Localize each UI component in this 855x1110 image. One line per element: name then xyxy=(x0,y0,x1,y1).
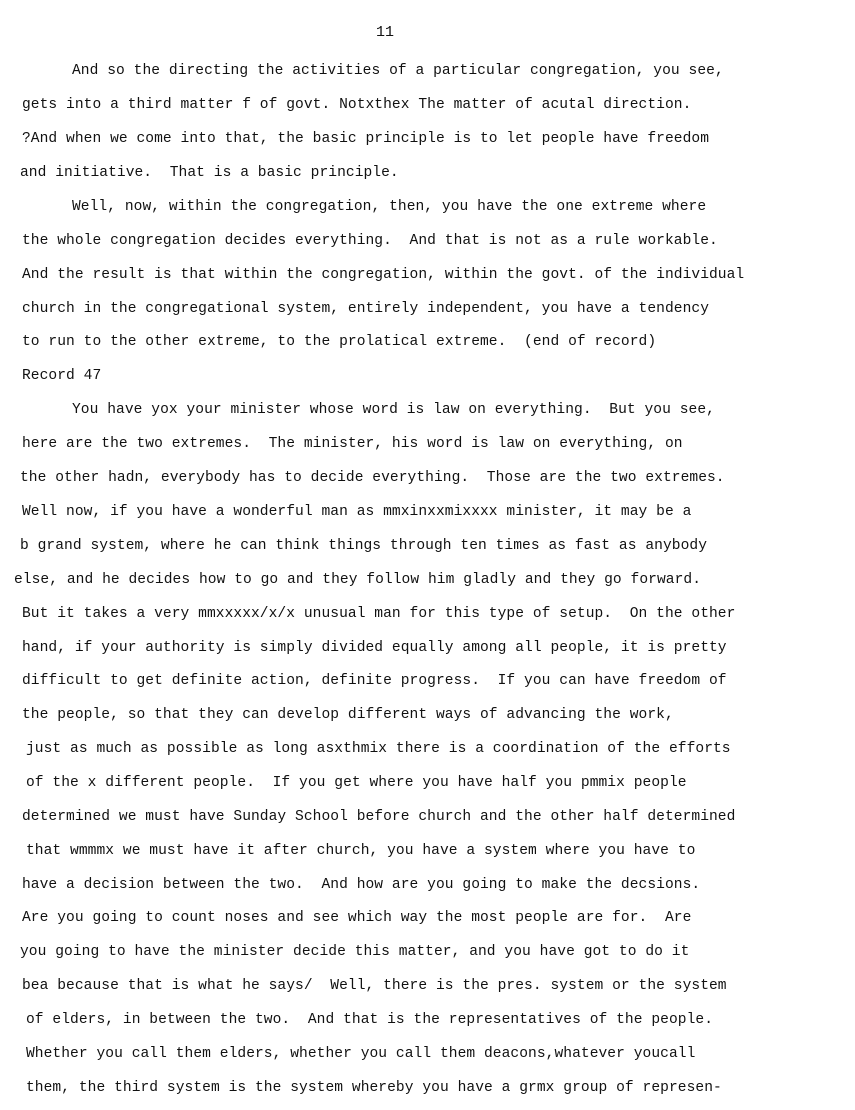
text-line: determined we must have Sunday School before church and the other half determined xyxy=(22,809,736,825)
text-line: and initiative. That is a basic principle. xyxy=(20,165,399,181)
page-number: 11 xyxy=(375,24,394,41)
text-line: Are you going to count noses and see which way the most people are for. Are xyxy=(22,910,692,926)
text-line: have a decision between the two. And how are you going to make the decsions. xyxy=(22,877,701,893)
text-line: the other hadn, everybody has to decide everything. Those are the two extremes. xyxy=(20,470,725,486)
text-line: But it takes a very mmxxxxx/x/x unusual man for this type of setup. On the other xyxy=(22,606,736,622)
text-line: else, and he decides how to go and they follow him gladly and they go forward. xyxy=(14,572,701,588)
text-line: to run to the other extreme, to the prolatical extreme. (end of record) xyxy=(22,334,657,350)
text-line: ?And when we come into that, the basic principle is to let people have freedom xyxy=(22,131,709,147)
text-line: difficult to get definite action, definite progress. If you can have freedom of xyxy=(22,673,727,689)
text-line: here are the two extremes. The minister, his word is law on everything, on xyxy=(22,436,683,452)
text-line: you going to have the minister decide this matter, and you have got to do it xyxy=(20,944,690,960)
text-line: church in the congregational system, entirely independent, you have a tendency xyxy=(22,301,709,317)
text-line: Record 47 xyxy=(22,368,102,384)
text-line: that wmmmx we must have it after church, you have a system where you have to xyxy=(26,843,696,859)
text-line: b grand system, where he can think things through ten times as fast as anybody xyxy=(20,538,707,554)
text-line: them, the third system is the system whereby you have a grmx group of represen- xyxy=(26,1080,722,1096)
text-line: of elders, in between the two. And that is the representatives of the people. xyxy=(26,1012,713,1028)
text-line: Whether you call them elders, whether you call them deacons,whatever youcall xyxy=(26,1046,696,1062)
text-line: And the result is that within the congregation, within the govt. of the individual xyxy=(22,267,745,283)
text-line: the people, so that they can develop different ways of advancing the work, xyxy=(22,707,674,723)
text-line: of the x different people. If you get where you have half you pmmix people xyxy=(26,775,687,791)
text-line: bea because that is what he says/ Well, there is the pres. system or the system xyxy=(22,978,727,994)
text-line: Well, now, within the congregation, then, you have the one extreme where xyxy=(72,199,707,215)
text-line: Well now, if you have a wonderful man as mmxinxxmixxxx minister, it may be a xyxy=(22,504,692,520)
text-line: And so the directing the activities of a particular congregation, you see, xyxy=(72,63,724,79)
text-line: the whole congregation decides everything. And that is not as a rule workable. xyxy=(22,233,718,249)
text-line: hand, if your authority is simply divided equally among all people, it is pretty xyxy=(22,640,727,656)
text-line: gets into a third matter f of govt. Notxthex The matter of acutal direction. xyxy=(22,97,692,113)
text-line: You have yox your minister whose word is law on everything. But you see, xyxy=(72,402,715,418)
text-line: just as much as possible as long asxthmix there is a coordination of the efforts xyxy=(26,741,731,757)
